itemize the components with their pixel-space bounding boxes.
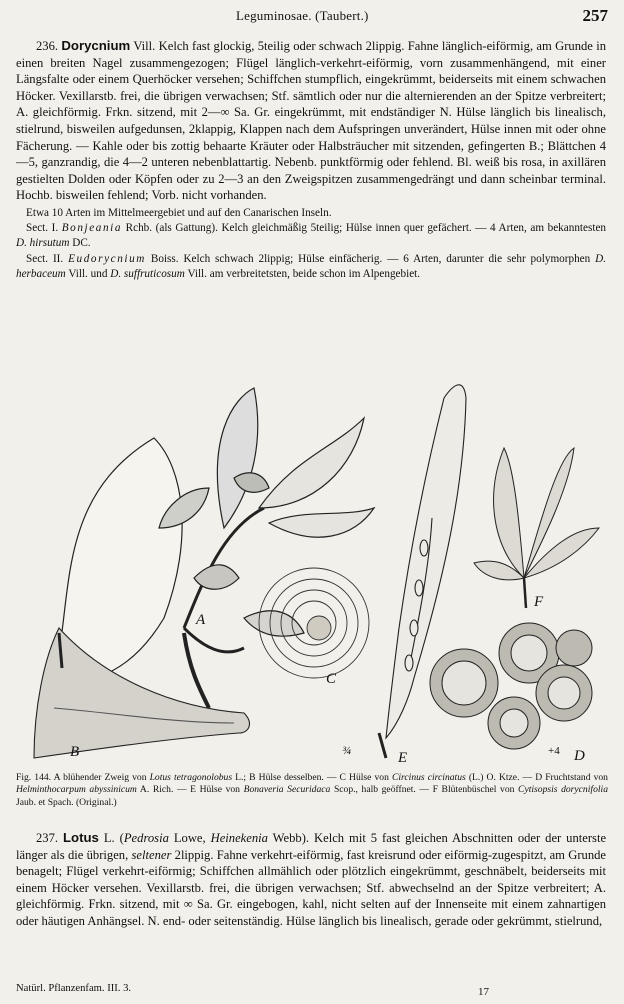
figure-label-f: F (534, 594, 544, 610)
section-name: Eudorycnium (68, 252, 146, 265)
caption-text: Scop., halb geöffnet. — F Blütenbüschel von (333, 784, 515, 796)
caption-text: Jaub. et Spach. (Original.) (16, 796, 117, 808)
section-text: Vill. und (68, 267, 108, 280)
page-number: 257 (582, 6, 608, 25)
genus-author: L. (103, 831, 115, 845)
caption-species: Circinus circinatus (391, 772, 466, 783)
genus-description: Kelch fast glockig, 5teilig oder schwach 2lippig. Fahne länglich-eiförmig, am Grunde in einen breiten Nagel zusammengezogen; Flügel länglich-verkehrt-eiförmig, vorn zusammenhängend, mit einer Längsfalte oder einem Querhöcker versehen; Schiffchen stumpflich, eingekrümmt, beiderseits mit einem schwachen Höcker. Vexillarstb. frei, die übrigen verwachsen; Stf. sämtlich oder nur die alternierenden an der Spitze verbreitert; A. gleichförmig. Frkn. sitzend, mit 2—∞ Sa. Gr. eingekrümmt, mit endständiger N. Hülse länglich bis linealisch, stielrund, bisweilen aufgedunsen, 2klappig, Klappen nach dem Aufspringen unverändert, Hülse innen mit oder ohne Fächerung. — Kahle oder bis zottig behaarte Kräuter oder Halbsträucher mit sitzenden, gefingerten B.; Blättchen 4—5, ganzrandig, die 4—2 unteren nebenblattartig. Nebenb. punktförmig oder fehlend. Bl. weiß bis rosa, in axillären gestielten Dolden oder Köpfen oder zu 2—3 an den Zweigspitzen zusammengedrängt und dann scheinbar terminal. Hochb. bisweilen fehlend; Vorb. nicht vorhanden. (16, 39, 606, 203)
species-name: D. herbaceum (16, 252, 607, 280)
caption-text: (L.) O. Ktze. — D Fruchtstand von (468, 772, 608, 783)
figure-label-d: D (574, 748, 585, 764)
caption-text: A. Rich. — E Hülse von (139, 784, 240, 796)
section-name: Bonjeania (61, 222, 123, 235)
section-2 (16, 252, 606, 282)
fruit-cluster-drawing-d (430, 623, 592, 749)
figure-label-c: C (326, 671, 337, 687)
scale-e: ¾ (342, 743, 351, 757)
scale-d: +4 (548, 745, 560, 757)
emphasis-word: seltener (131, 847, 172, 862)
genus-description: 2lippig. Fahne verkehrt-eiförmig, fast kreisrund oder eiförmig-zugespitzt, am Grunde benagelt; Flügel verkehrt-eiförmig; Schiffchen allmählich oder plötzlich eingekrümmt, geschnäbelt, beiderseits mit einem Höcker versehen. Vexillarstb. frei, die übrigen verwachsen; Stf. abwechselnd an der Spitze verbreitert; A. gleichförmig. Frkn. sitzend, mit ∞ Sa. Gr. eingebogen, kahl, nicht selten auf der Innenseite mit einem zahnartigen oder häutigen Anhängsel. N. end- oder seitenständig. Hülse länglich bis linealisch, gerade oder gekrümmt, stielrund, (16, 847, 607, 928)
synonym-name: Pedrosia (123, 831, 169, 845)
branch-drawing-a (54, 388, 374, 708)
entry-number: 236. (36, 39, 59, 53)
entry-237 (16, 830, 606, 930)
genus-description: Kelch mit 5 fast gleichen Abschnitten oder der unterste länger als die übrigen, (16, 831, 607, 862)
section-text: DC. (72, 237, 91, 250)
flower-cluster-drawing-f (474, 448, 599, 608)
species-name: D. suffruticosum (110, 267, 185, 280)
figure-label-e: E (398, 750, 408, 766)
running-head (0, 6, 624, 28)
synonym-author: Lowe, (173, 831, 206, 845)
footer-source: Natürl. Pflanzenfam. III. 3. (16, 983, 132, 994)
footer-signature: 17 (478, 986, 489, 998)
caption-species: Lotus tetragonolobus (149, 772, 233, 783)
entry-236 (16, 38, 606, 282)
section-text: Rchb. (als Gattung). Kelch gleichmäßig 5teilig; Hülse innen quer gefächert. — 4 Arten, am bekanntesten (125, 222, 607, 235)
entry-236-notes (16, 206, 606, 282)
figure-caption (16, 772, 608, 809)
entry-number: 237. (36, 831, 59, 845)
section-1 (16, 221, 606, 251)
section-label: Sect. I. (26, 222, 59, 235)
entry-236-description (16, 38, 606, 204)
figure-illustration (14, 378, 610, 770)
species-name: D. hirsutum (16, 237, 70, 250)
section-text: Boiss. Kelch schwach 2lippig; Hülse einfächerig. — 6 Arten, darunter die sehr polymorphen (150, 252, 591, 265)
running-title: Leguminosae. (Taubert.) (236, 8, 369, 23)
caption-text: Fig. 144. A blühender Zweig von (16, 772, 147, 783)
section-label: Sect. II. (26, 252, 64, 265)
figure-label-b: B (70, 744, 80, 760)
caption-species: Helminthocarpum abyssinicum (16, 784, 137, 796)
caption-text: L.; B Hülse desselben. — C Hülse von (235, 772, 389, 783)
genus-author: Vill. (133, 39, 156, 53)
genus-name: Dorycnium (61, 38, 131, 53)
synonym-author: Webb). (272, 831, 310, 845)
caption-species: Bonaveria Securidaca (243, 784, 331, 796)
figure-label-a: A (196, 612, 206, 628)
synonym-name: Heinekenia (210, 831, 268, 845)
botanical-figure (14, 378, 610, 770)
distribution: Etwa 10 Arten im Mittelmeergebiet und auf den Canarischen Inseln. (26, 206, 332, 219)
section-text: Vill. am verbreitetsten, beide schon im Alpengebiet. (187, 267, 421, 280)
synonym-paren: ( (119, 831, 124, 845)
caption-species: Cytisopsis dorycnifolia (518, 784, 608, 796)
entry-237-description (16, 830, 606, 930)
genus-name: Lotus (63, 830, 99, 845)
